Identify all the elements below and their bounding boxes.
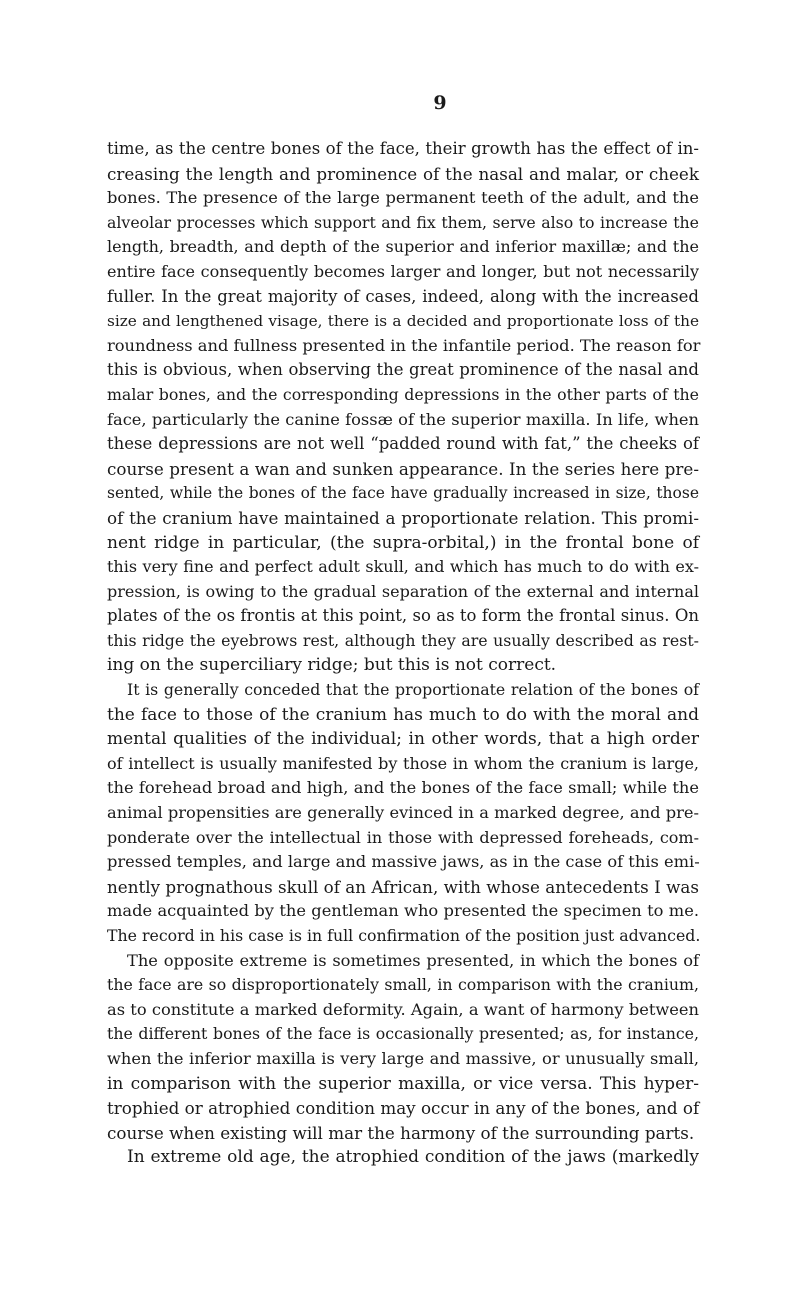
text-line: of intellect is usually manifested by those in whom the cranium is large,	[107, 753, 699, 773]
text-line: fuller. In the great majority of cases, indeed, along with the increased	[107, 286, 699, 306]
text-line: nent ridge in particular, (the supra-orbital,) in the frontal bone of	[107, 532, 699, 553]
text-line: entire face consequently becomes larger and longer, but not necessarily	[107, 261, 699, 281]
text-line: alveolar processes which support and fix them, serve also to increase the	[107, 212, 699, 232]
text-line: face, particularly the canine fossæ of the superior maxilla. In life, when	[107, 409, 699, 429]
text-line: this is obvious, when observing the great prominence of the nasal and	[107, 360, 699, 380]
text-line: nently prognathous skull of an African, with whose antecedents I was	[107, 876, 699, 897]
text-line: pressed temples, and large and massive jaws, as in the case of this emi-	[107, 852, 700, 872]
text-line: as to constitute a marked deformity. Again, a want of harmony between	[107, 999, 699, 1019]
text-line: The opposite extreme is sometimes presented, in which the bones of	[127, 950, 699, 970]
text-line: of the cranium have maintained a proportionate relation. This promi-	[107, 507, 699, 528]
text-line: course when existing will mar the harmony of the surrounding parts.	[107, 1122, 695, 1143]
text-line: the face are so disproportionately small, in comparison with the cranium,	[107, 975, 699, 995]
text-line: ing on the superciliary ridge; but this is not correct.	[107, 655, 557, 676]
text-line: made acquainted by the gentleman who presented the specimen to me.	[107, 901, 699, 921]
text-line: animal propensities are generally evinced in a marked degree, and pre-	[107, 803, 699, 823]
text-line: this very fine and perfect adult skull, and which has much to do with ex-	[107, 557, 699, 577]
text-line: these depressions are not well “padded round with fat,” the cheeks of	[107, 434, 699, 454]
text-line: the face to those of the cranium has much to do with the moral and	[107, 704, 699, 725]
text-line: in comparison with the superior maxilla, or vice versa. This hyper-	[107, 1073, 699, 1094]
text-line: plates of the os frontis at this point, so as to form the frontal sinus. On	[107, 606, 699, 626]
text-line: roundness and fullness presented in the infantile period. The reason for	[107, 335, 701, 355]
text-line: the forehead broad and high, and the bones of the face small; while the	[107, 778, 699, 798]
text-line: this ridge the eyebrows rest, although they are usually described as rest-	[107, 630, 699, 650]
text-line: length, breadth, and depth of the superior and inferior maxillæ; and the	[107, 237, 699, 257]
text-line: trophied or atrophied condition may occur in any of the bones, and of	[107, 1098, 700, 1119]
text-line: malar bones, and the corresponding depressions in the other parts of the	[107, 384, 699, 404]
text-line: course present a wan and sunken appearance. In the series here pre-	[107, 458, 699, 479]
text-line: bones. The presence of the large permanent teeth of the adult, and the	[107, 188, 699, 208]
text-line: when the inferior maxilla is very large and massive, or unusually small,	[107, 1048, 699, 1068]
text-line: In extreme old age, the atrophied condition of the jaws (markedly	[127, 1147, 699, 1168]
text-line: size and lengthened visage, there is a decided and proportionate loss of the	[107, 312, 699, 331]
text-line: time, as the centre bones of the face, their growth has the effect of in-	[107, 139, 699, 158]
text-line: The record in his case is in full confirmation of the position just advanced.	[107, 926, 701, 945]
text-line: the different bones of the face is occasionally presented; as, for instance,	[107, 1024, 699, 1044]
text-line: It is generally conceded that the proportionate relation of the bones of	[127, 680, 699, 700]
text-line: creasing the length and prominence of the nasal and malar, or cheek	[107, 163, 699, 184]
body-text	[107, 137, 699, 1170]
page-number: 9	[433, 92, 447, 114]
text-line: ponderate over the intellectual in those with depressed foreheads, com-	[107, 827, 699, 847]
text-line: mental qualities of the individual; in other words, that a high order	[107, 729, 699, 750]
text-line: sented, while the bones of the face have gradually increased in size, those	[107, 484, 699, 503]
text-line: pression, is owing to the gradual separation of the external and internal	[107, 581, 699, 601]
